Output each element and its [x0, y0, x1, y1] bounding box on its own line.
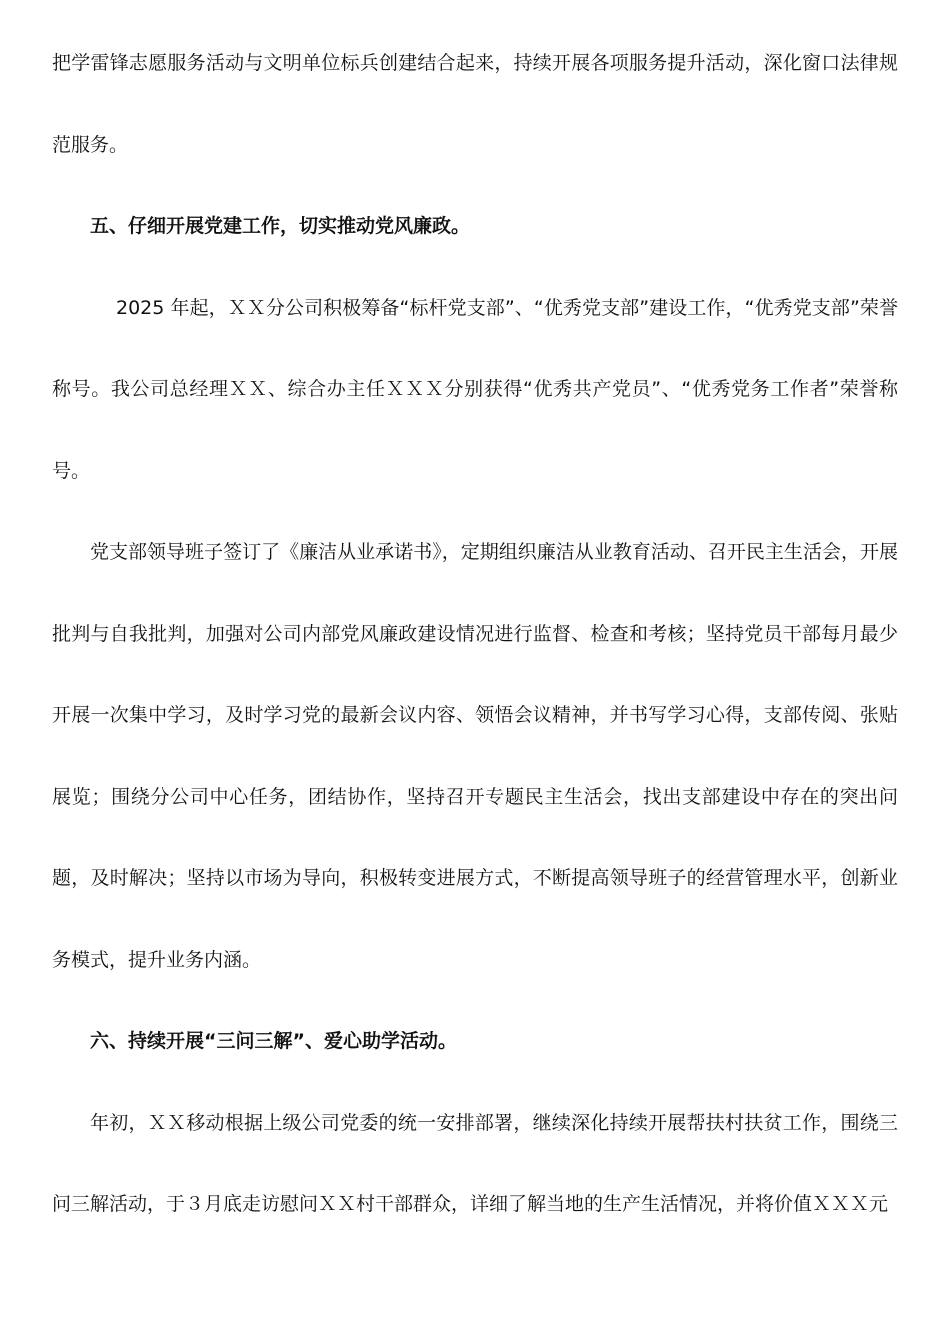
- section-heading-six: 六、持续开展“三问三解”、爱心助学活动。: [90, 1030, 457, 1052]
- section-heading-five: 五、仔细开展党建工作，切实推动党风廉政。: [90, 215, 471, 237]
- document-page: [52, 54, 898, 1246]
- paragraph-service-continuation: 把学雷锋志愿服务活动与文明单位标兵创建结合起来，持续开展各项服务提升活动，深化窗口法律规范服务。: [52, 52, 898, 156]
- paragraph-poverty-assistance: 年初，ＸＸ移动根据上级公司党委的统一安排部署，继续深化持续开展帮扶村扶贫工作，围绕三问三解活动，于３月底走访慰问ＸＸ村干部群众，详细了解当地的生产生活情况，并将价值ＸＸＸ元: [52, 1111, 898, 1215]
- paragraph-party-branch-honors: 2025 年起，ＸＸ分公司积极筹备“标杆党支部”、“优秀党支部”建设工作，“优秀党支部”荣誉称号。我公司总经理ＸＸ、综合办主任ＸＸＸ分别获得“优秀共产党员”、“优秀党务工作者”荣誉称号。: [52, 296, 898, 482]
- paragraph-integrity-commitment: 党支部领导班子签订了《廉洁从业承诺书》，定期组织廉洁从业教育活动、召开民主生活会，开展批判与自我批判，加强对公司内部党风廉政建设情况进行监督、检查和考核；坚持党员干部每月最少开展一次集中学习，及时学习党的最新会议内容、领悟会议精神，并书写学习心得，支部传阅、张贴展览；围绕分公司中心任务，团结协作，坚持召开专题民主生活会，找出支部建设中存在的突出问题，及时解决；坚持以市场为导向，积极转变进展方式，不断提高领导班子的经营管理水平，创新业务模式，提升业务内涵。: [52, 541, 898, 971]
